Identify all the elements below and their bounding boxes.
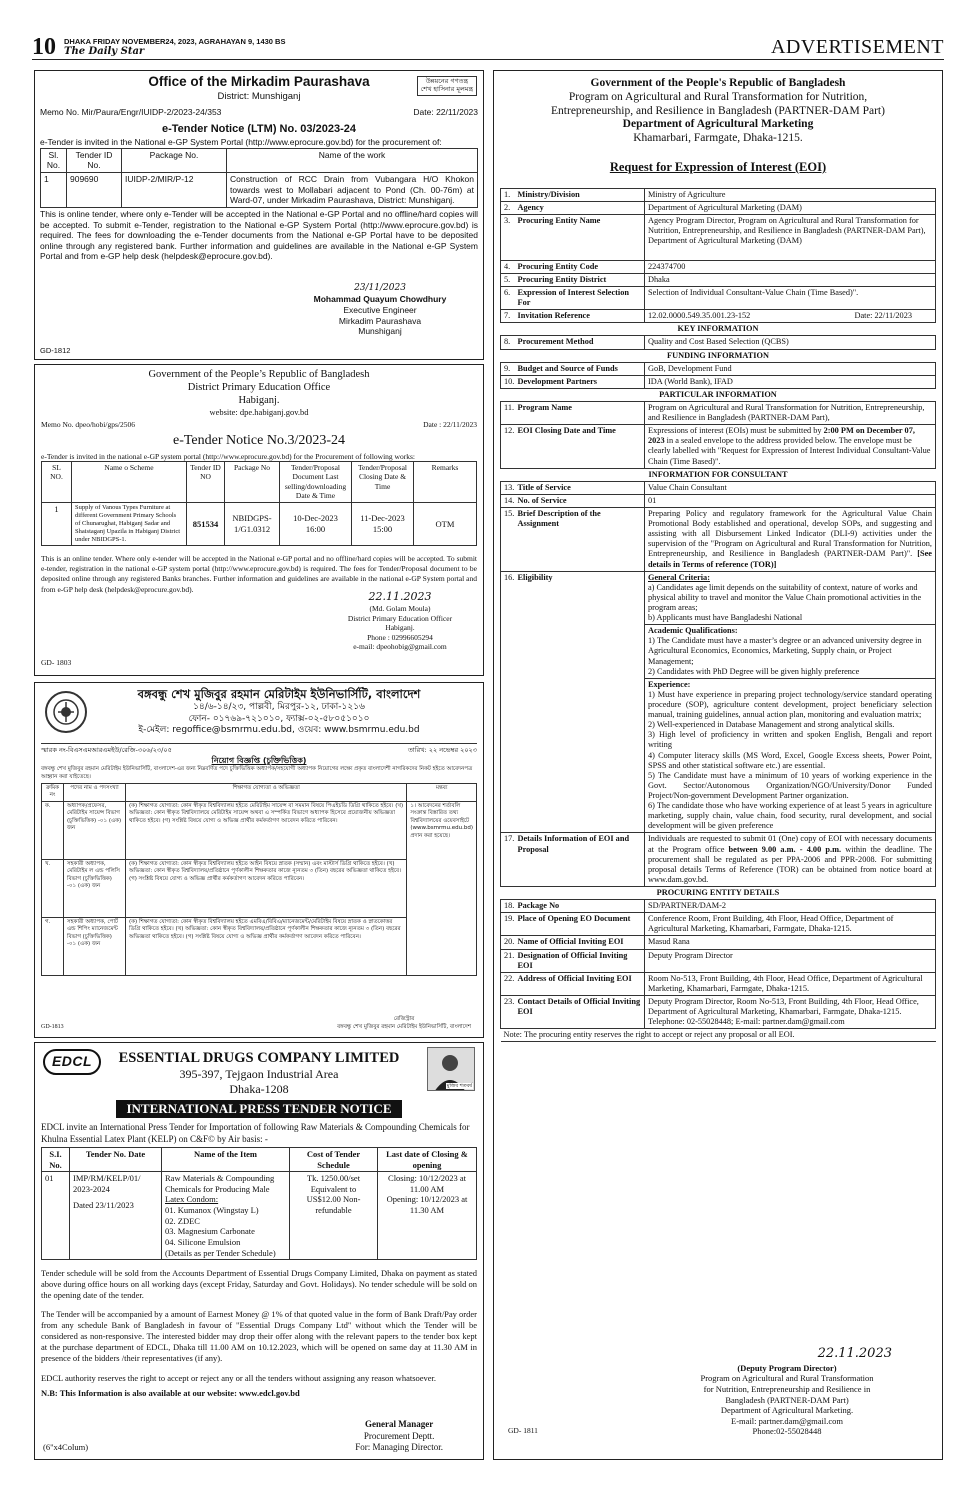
mirkadim-table [40, 148, 478, 208]
eoi-row: 22. Address of Official Inviting EOI Room No-513, Front Building, 4th Floor, Head Office, Department of Agricultural Marketing, Khamarbari, Farmgate, Dhaka-1215. [501, 972, 936, 995]
page-number: 10 [32, 34, 56, 60]
edcl-title: ESSENTIAL DRUGS COMPANY LIMITED [118, 1050, 400, 1066]
table-row: 01 IMP/RM/KELP/01/ 2023-2024 Dated 23/11/2023 Raw Materials & Compounding Chemicals for Producing Male Latex Condom: 01. Kumanox (Wingstay L) 02. ZDEC 03. Magnesium Carbonate 04. Silicone Emulsion (Details as per Tender Schedule) Tk. 1250.00/set Equivalent to US$12.00 Non-refundable Closing: 10/12/2023 at 11.00 AM Opening: 10/12/2023 at 11.30 AM [42, 1172, 477, 1260]
habiganj-date: Date : 22/11/2023 [423, 419, 477, 429]
mirkadim-district: District: Munshiganj [217, 90, 301, 102]
edcl-signature: General Manager Procurement Deptt. For: Managing Director. [355, 1419, 443, 1452]
eoi-note: Note: The procuring entity reserves the right to accept or reject any proposal or all EOI. [501, 1029, 936, 1042]
section-heading: INFORMATION FOR CONSULTANT [501, 468, 936, 481]
eoi-row: 21. Designation of Official Inviting EOI Deputy Program Director [501, 949, 936, 972]
table-row: গ. সহকারী অধ্যাপক, পোর্ট এন্ড শিপিং ম্যানেজমেন্ট বিভাগ (চুক্তিভিত্তিক) -০১ (এক) জন (ক) শিক্ষাগত যোগ্যতা: কোন স্বীকৃত বিশ্ববিদ্যালয় হইতে এমবিএ/বিবিএ/ম্যানেজমেন্ট/মেরিটাইম বিষয়ে স্নাতক ও স্নাতকোত্তর ডিগ্রি থাকিতে হইবে। (খ) অভিজ্ঞতা: কোন স্বীকৃত বিশ্ববিদ্যালয়/প্রতিষ্ঠানে পূর্ণকালীন শিক্ষকতার কাজে ন্যূনতম ৩ (তিন) বছরের অভিজ্ঞতা থাকিতে হইবে। (গ) সংশ্লিষ্ট বিষয়ে যোগ্য ও অভিজ্ঞ প্রার্থীর কর্মকর্তাগণ আবেদন করিতে পারিবেন। [42, 917, 477, 975]
section-heading: KEY INFORMATION [501, 323, 936, 336]
eoi-row: 10. Development Partners IDA (World Bank), IFAD [501, 375, 936, 388]
eoi-row: 12. EOI Closing Date and Time Expressions of interest (EOIs) must be submitted by 2:00 PM on December 07, 2023 in a sealed envelope to the address provided below. The envelope must be clearly labelled with "Request for Expression of Interest Individual Consultant-Value Chain (Time Based)". [501, 425, 936, 468]
mirkadim-date: Date: 22/11/2023 [413, 106, 478, 117]
habiganj-body: This is an online tender. Where only e-tender will be accepted in the National e-GP portal and no offline/hard copies will be accepted. To submit e-tender, registration in the national e-GP system portal (http://www.eprocure.gov.bd) is required. The fees for Tender/Proposal document to be deposited online through any registered Banks branches. Further information and guidelines are available in the national e-GP System portal and from e-GP help desk (helpdesk@eprocure.gov.bd). [41, 554, 477, 594]
portrait-icon [427, 1047, 475, 1091]
habiganj-table: SL NO. Name o Scheme Tender ID NO Package No Tender/Proposal Document Last selling/downloading Date & Time Tender/Proposal Closing Date & Time Remarks 1 Supply of Vanous Types Furniture at different Government Primary Schools of Chunarughat, Habiganj Sadar and Shaistaganj Upazila in Habiganj District under NBIDGPS-1. 851534 NBIDGPS-1/G1.0312 10-Dec-2023 16:00 11-Dec-2023 15:00 OTM [41, 461, 477, 546]
section-heading: PARTICULAR INFORMATION [501, 388, 936, 401]
page-header [32, 34, 944, 60]
bsmrmu-recruitment-ad: বঙ্গবন্ধু শেখ মুজিবুর রহমান মেরিটাইম ইউনিভার্সিটি, বাংলাদেশ ১৪/৬-১৪/২৩, পাল্লবী, মিরপুর-১২, ঢাকা-১২১৬ ফোন- ০১৭৬৯-৭২১০১০, ফ্যাক্স-০২-৫৮০৫১০১০ ই-মেইল: regoffice@bsmrmu.edu.bd, ওয়েব: www.bsmrmu.edu.bd স্মারক নং-বিএসএমআরএমইউ/রেজি-৩০৬/২৩/০৫ তারিখ: ২২ নভেম্বর ২০২৩ নিয়োগ বিজ্ঞপ্তি (চুক্তিভিত্তিক) বঙ্গবন্ধু শেখ মুজিবুর রহমান মেরিটাইম ইউনিভার্সিটি, বাংলাদেশ-এর জন্য নিম্নবর্ণিত পদে চুক্তিভিত্তিক অধ্যাপক/সহযোগী অধ্যাপক নিয়োগের লক্ষ্যে প্রকৃত বাংলাদেশী নাগরিকদের নিকট হইতে আবেদনপত্র আহ্বান করা যাইতেছে। ক্রমিক নং পদের নাম ও পদসংখ্যা শিক্ষাগত যোগ্যতা ও অভিজ্ঞতা মন্তব্য ক. অধ্যাপক/প্রফেসর, মেরিটাইম সায়েন্স বিভাগ (চুক্তিভিত্তিক) -০১ (এক) জন (ক) শিক্ষাগত যোগ্যতা: কোন স্বীকৃত বিশ্ববিদ্যালয় হইতে মেরিটাইম সায়েন্স বা সমমান বিষয়ে পিএইচডি ডিগ্রি থাকিতে হইবে। (খ) অভিজ্ঞতা: কোন স্বীকৃত বিশ্ববিদ্যালয়ে মেরিটাইম সায়েন্স অথবা এ সম্পর্কিত বিভাগে অধ্যাপক হিসেবে প্রয়োজনীয় অভিজ্ঞতা থাকিতে হইবে। (গ) সংশ্লিষ্ট বিষয়ে যোগ্য ও অভিজ্ঞ প্রার্থীর কর্মকর্তাগণ আবেদন করিতে পারিবেন। ১। আবেদনের শর্তাবলি সংক্রান্ত বিস্তারিত তথ্য বিশ্ববিদ্যালয়ের ওয়েবসাইটে (www.bsmrmu.edu.bd) প্রদান করা হয়েছে। খ. সহকারী অধ্যাপক, মেরিটাইম ল এন্ড পলিসি বিভাগ (চুক্তিভিত্তিক) -০১ (এক) জন (ক) শিক্ষাগত যোগ্যতা: কোন স্বীকৃত বিশ্ববিদ্যালয় হইতে আইন বিষয়ে স্নাতক (সম্মান) এবং মাস্টার্স ডিগ্রি থাকিতে হইবে। (খ) অভিজ্ঞতা: কোন স্বীকৃত বিশ্ববিদ্যালয়/প্রতিষ্ঠানে পূর্ণকালীন শিক্ষকতার কাজে ন্যূনতম ৩ (তিন) বছরের অভিজ্ঞতা থাকিতে হইবে। (গ) সংশ্লিষ্ট বিষয়ে যোগ্য ও অভিজ্ঞ প্রার্থীর কর্মকর্তাগণ আবেদন করিতে পারিবেন। গ. সহকারী অধ্যাপক, পোর্ট এন্ড শিপিং ম্যানেজমেন্ট বিভাগ (চুক্তিভিত্তিক) -০১ (এক) জন (ক) শিক্ষাগত যোগ্যতা: কোন স্বীকৃত বিশ্ববিদ্যালয় হইতে এমবিএ/বিবিএ/ম্যানেজমেন্ট/মেরিটাইম বিষয়ে স্নাতক ও স্নাতকোত্তর ডিগ্রি থাকিতে হইবে। (খ) অভিজ্ঞতা: কোন স্বীকৃত বিশ্ববিদ্যালয়/প্রতিষ্ঠানে পূর্ণকালীন শিক্ষকতার কাজে ন্যূনতম ৩ (তিন) বছরের অভিজ্ঞতা থাকিতে হইবে। (গ) সংশ্লিষ্ট বিষয়ে যোগ্য ও অভিজ্ঞ প্রার্থীর কর্মকর্তাগণ আবেদন করিতে পারিবেন। রেজিস্ট্রার বঙ্গবন্ধু শেখ মুজিবুর রহমান মেরিটাইম ইউনিভার্সিটি, বাংলাদেশ GD-1813 [34, 682, 484, 1038]
eoi-row: 2. Agency Department of Agricultural Marketing (DAM) [501, 201, 936, 214]
eoi-row: 19. Place of Opening EO Document Conference Room, Front Building, 4th Floor, Head Office, Department of Agricultural Marketing, Khamarbari, Farmgate, Dhaka-1215. [501, 913, 936, 936]
eoi-row: 6. Expression of Interest Selection For Selection of Individual Consultant-Value Chain (Time Based)". [501, 287, 936, 310]
table-row: ক. অধ্যাপক/প্রফেসর, মেরিটাইম সায়েন্স বিভাগ (চুক্তিভিত্তিক) -০১ (এক) জন (ক) শিক্ষাগত যোগ্যতা: কোন স্বীকৃত বিশ্ববিদ্যালয় হইতে মেরিটাইম সায়েন্স বা সমমান বিষয়ে পিএইচডি ডিগ্রি থাকিতে হইবে। (খ) অভিজ্ঞতা: কোন স্বীকৃত বিশ্ববিদ্যালয়ে মেরিটাইম সায়েন্স অথবা এ সম্পর্কিত বিভাগে অধ্যাপক হিসেবে প্রয়োজনীয় অভিজ্ঞতা থাকিতে হইবে। (গ) সংশ্লিষ্ট বিষয়ে যোগ্য ও অভিজ্ঞ প্রার্থীর কর্মকর্তাগণ আবেদন করিতে পারিবেন। ১। আবেদনের শর্তাবলি সংক্রান্ত বিস্তারিত তথ্য বিশ্ববিদ্যালয়ের ওয়েবসাইটে (www.bsmrmu.edu.bd) প্রদান করা হয়েছে। [42, 801, 477, 859]
signature: 22.11.2023 [817, 1346, 892, 1362]
dam-eoi-ad [493, 70, 943, 1460]
portrait-caption: মুজিব শতবর্ষ [446, 1082, 472, 1089]
gd-number: GD-1813 [41, 1023, 64, 1030]
eoi-row: 3. Procuring Entity Name Agency Program Director, Program on Agricultural and Rural Transformation for Nutrition, Entrepreneurship, and Resilience in Bangladesh (PARTNER-DAM Part), Department of Agricultural Marketing (DAM) [501, 214, 936, 260]
th-work: Name of the work [227, 148, 478, 172]
gd-number: GD- 1811 [508, 1425, 538, 1435]
habiganj-notice-title: e-Tender Notice No.3/2023-24 [172, 433, 346, 449]
section-heading: PROCURING ENTITY DETAILS [501, 886, 936, 899]
eoi-row: 4. Procuring Entity Code 224374700 [501, 260, 936, 273]
eoi-table [500, 188, 936, 1043]
habiganj-tender-ad [34, 364, 484, 676]
th-package: Package No. [122, 148, 227, 172]
table-row: 1 909690 IUIDP-2/MIR/P-12 Construction of RCC Drain from Vubangara H/O Khokon towards west to Mollabari adjacent to Pond (Ch. 00-76m) at Ward-07, under Mirkadim Paurashava, District: Munshiganj. [41, 173, 478, 208]
habiganj-intro: e-Tender is invited in the national e-GP system portal (http://www.eprocure.gov.bd) for the Procurement of following works: [41, 451, 415, 461]
eoi-row: 5. Procuring Entity District Dhaka [501, 273, 936, 286]
badge-line-2: শেখ হাসিনার মূলমন্ত্র [420, 84, 473, 93]
eoi-row: 1. Ministry/Division Ministry of Agriculture [501, 188, 936, 201]
habiganj-header: Government of the People’s Republic of Bangladesh District Primary Education Office Habiganj. website: dpe.habiganj.gov.bd [41, 369, 477, 418]
badge-line-1: উন্নয়নের গণতন্ত্র [425, 77, 469, 85]
th-sl: Sl. No. [41, 148, 67, 172]
mirkadim-signature-block: 23/11/2023 Mohammad Quayum Chowdhury Executive Engineer Mirkadim Paurashava Munshiganj [285, 283, 475, 337]
mirkadim-body: This is online tender, where only e-Tender will be accepted in the National e-GP Portal and no offline/hard copies will be accepted. To submit e-Tender, registration to the National e-GP System Portal (http://www.eprocure.gov.bd) is required. The fees for downloading the e-Tender documents from the National e-GP Portal have to be deposited online through any registered bank. Further information and guidelines are available in the National e-GP System Portal and from e-GP help desk (helpdesk@eprocure.gov.bd). [40, 208, 478, 262]
edcl-notice-banner: INTERNATIONAL PRESS TENDER NOTICE [116, 1100, 401, 1118]
eoi-row: 18. Package No SD/PARTNER/DAM-2 [501, 900, 936, 913]
eoi-row: 11. Program Name Program on Agricultural and Rural Transformation for Nutrition, Entrepreneurship, and Resilience in Bangladesh (PARTNER-DAM Part), [501, 402, 936, 425]
habiganj-signature-block: 22.11.2023 (Md. Golam Moula) District Primary Education Officer Habiganj. Phone : 02996605294 e-mail: dpeohobig@gmail.com [325, 590, 475, 652]
gd-number: GD-1812 [40, 345, 71, 355]
gd-number: GD- 1803 [41, 657, 72, 667]
eoi-row: 13. Title of Service Value Chain Consultant [501, 481, 936, 494]
section-heading: FUNDING INFORMATION [501, 349, 936, 362]
eoi-row: 23. Contact Details of Official Inviting EOI Deputy Program Director, Room No-513, Front Building, 4th Floor, Head Office, Department of Agricultural Marketing, Khamarbari, Farmgate, Dhaka-1215. Telephone: 02-55028448; E-mail: partner.dam@gmail.com [501, 995, 936, 1028]
university-logo-icon [45, 691, 87, 733]
edcl-table: S.I. No. Tender No. Date Name of the Item Cost of Tender Schedule Last date of Closing & opening 01 IMP/RM/KELP/01/ 2023-2024 Dated 23/11/2023 Raw Materials & Compounding Chemicals for Producing Male Latex Condom: 01. Kumanox (Wingstay L) 02. ZDEC 03. Magnesium Carbonate 04. Silicone Emulsion (Details as per Tender Schedule) Tk. 1250.00/set Equivalent to US$12.00 Non-refundable Closing: 10/12/2023 at 11.00 AM Opening: 10/12/2023 at 11.30 AM [41, 1147, 477, 1260]
mirkadim-tender-ad [34, 70, 484, 360]
dateline: DHAKA FRIDAY NOVEMBER24, 2023, AGRAHAYAN 9, 1430 BS [64, 37, 286, 46]
section-title: ADVERTISEMENT [770, 36, 944, 58]
eoi-row: 20. Name of Official Inviting EOI Masud Rana [501, 936, 936, 949]
mirkadim-notice-title: e-Tender Notice (LTM) No. 03/2023-24 [162, 123, 356, 136]
bsmrmu-table: ক্রমিক নং পদের নাম ও পদসংখ্যা শিক্ষাগত যোগ্যতা ও অভিজ্ঞতা মন্তব্য ক. অধ্যাপক/প্রফেসর, মেরিটাইম সায়েন্স বিভাগ (চুক্তিভিত্তিক) -০১ (এক) জন (ক) শিক্ষাগত যোগ্যতা: কোন স্বীকৃত বিশ্ববিদ্যালয় হইতে মেরিটাইম সায়েন্স বা সমমান বিষয়ে পিএইচডি ডিগ্রি থাকিতে হইবে। (খ) অভিজ্ঞতা: কোন স্বীকৃত বিশ্ববিদ্যালয়ে মেরিটাইম সায়েন্স অথবা এ সম্পর্কিত বিভাগে অধ্যাপক হিসেবে প্রয়োজনীয় অভিজ্ঞতা থাকিতে হইবে। (গ) সংশ্লিষ্ট বিষয়ে যোগ্য ও অভিজ্ঞ প্রার্থীর কর্মকর্তাগণ আবেদন করিতে পারিবেন। ১। আবেদনের শর্তাবলি সংক্রান্ত বিস্তারিত তথ্য বিশ্ববিদ্যালয়ের ওয়েবসাইটে (www.bsmrmu.edu.bd) প্রদান করা হয়েছে। খ. সহকারী অধ্যাপক, মেরিটাইম ল এন্ড পলিসি বিভাগ (চুক্তিভিত্তিক) -০১ (এক) জন (ক) শিক্ষাগত যোগ্যতা: কোন স্বীকৃত বিশ্ববিদ্যালয় হইতে আইন বিষয়ে স্নাতক (সম্মান) এবং মাস্টার্স ডিগ্রি থাকিতে হইবে। (খ) অভিজ্ঞতা: কোন স্বীকৃত বিশ্ববিদ্যালয়/প্রতিষ্ঠানে পূর্ণকালীন শিক্ষকতার কাজে ন্যূনতম ৩ (তিন) বছরের অভিজ্ঞতা থাকিতে হইবে। (গ) সংশ্লিষ্ট বিষয়ে যোগ্য ও অভিজ্ঞ প্রার্থীর কর্মকর্তাগণ আবেদন করিতে পারিবেন। গ. সহকারী অধ্যাপক, পোর্ট এন্ড শিপিং ম্যানেজমেন্ট বিভাগ (চুক্তিভিত্তিক) -০১ (এক) জন (ক) শিক্ষাগত যোগ্যতা: কোন স্বীকৃত বিশ্ববিদ্যালয় হইতে এমবিএ/বিবিএ/ম্যানেজমেন্ট/মেরিটাইম বিষয়ে স্নাতক ও স্নাতকোত্তর ডিগ্রি থাকিতে হইবে। (খ) অভিজ্ঞতা: কোন স্বীকৃত বিশ্ববিদ্যালয়/প্রতিষ্ঠানে পূর্ণকালীন শিক্ষকতার কাজে ন্যূনতম ৩ (তিন) বছরের অভিজ্ঞতা থাকিতে হইবে। (গ) সংশ্লিষ্ট বিষয়ে যোগ্য ও অভিজ্ঞ প্রার্থীর কর্মকর্তাগণ আবেদন করিতে পারিবেন। [41, 783, 477, 976]
mirkadim-intro: e-Tender is invited in the National e-GP System Portal (http://www.eprocure.gov.bd) for the procurement of: [40, 137, 442, 148]
mirkadim-memo: Memo No. Mir/Paura/Engr/IUIDP-2/2023-24/353 [40, 106, 222, 117]
mirkadim-title: Office of the Mirkadim Paurashava [148, 74, 370, 89]
eoi-row: 17. Details Information of EOI and Proposal Individuals are requested to submit 01 (One) copy of EOI with necessary documents at the Program office between 9.00 a.m. - 4.00 p.m. within the deadline. The procurement shall be regulated as per PPA-2006 and PPR-2008. For submitting proposal details Terms of Reference (TOR) can be obtained from notice board at www.dam.gov.bd. [501, 833, 936, 887]
recruitment-title: নিয়োগ বিজ্ঞপ্তি (চুক্তিভিত্তিক) [211, 756, 307, 766]
table-row: খ. সহকারী অধ্যাপক, মেরিটাইম ল এন্ড পলিসি বিভাগ (চুক্তিভিত্তিক) -০১ (এক) জন (ক) শিক্ষাগত যোগ্যতা: কোন স্বীকৃত বিশ্ববিদ্যালয় হইতে আইন বিষয়ে স্নাতক (সম্মান) এবং মাস্টার্স ডিগ্রি থাকিতে হইবে। (খ) অভিজ্ঞতা: কোন স্বীকৃত বিশ্ববিদ্যালয়/প্রতিষ্ঠানে পূর্ণকালীন শিক্ষকতার কাজে ন্যূনতম ৩ (তিন) বছরের অভিজ্ঞতা থাকিতে হইবে। (গ) সংশ্লিষ্ট বিষয়ে যোগ্য ও অভিজ্ঞ প্রার্থীর কর্মকর্তাগণ আবেদন করিতে পারিবেন। [42, 859, 477, 917]
eoi-signature-block: 22.11.2023 (Deputy Program Director) Program on Agricultural and Rural Transformation for Nutrition, Entrepreneurship and Resilience in Bangladesh (PARTNER-DAM Part) Department of Agricultural Marketing. E-mail: partner.dam@gmail.com Phone:02-55028448 [672, 1346, 902, 1437]
habiganj-website: website: dpe.habiganj.gov.bd [209, 407, 309, 418]
eoi-title: Request for Expression of Interest (EOI) [609, 159, 827, 174]
eoi-row: 16. Eligibility General Criteria: a) Candidates age limit depends on the suitability of context, nature of works and physical ability to travel and monitor the Value Chain promotional activities in the program areas; b) Applicants must have Bangladeshi National Academic Qualifications: 1) The Candidate must have a master’s degree or an advanced university degree in Agricultural Economics, Economics, Marketing, Supply chain, or Project Management; 2) Candidates with PhD Degree will be given highly preference Experience: 1) Must have experience in preparing project technology/service standard operating procedure (SOP), agriculture content development, project beneficiary selection manual, training guidelines, annual action plan, monitoring and evaluation matrix; 2) Well-experienced in Database Management and strong analytical skills. 3) High level of proficiency in written and spoken English, Bengali and report writing 4) Computer literacy skills (MS Word, Excel, Google Excess sheets, Power Point, SPSS and other statistical software etc.) are essential. 5) The Candidate must have a minimum of 10 years of working experience in the Govt. Sector/Autonomous Organization/NGO/University/Donor Funded Project/Non-government Development Partner organization. 6) The candidate those who have working experience of at least 5 years in agriculture marketing, supply chain, value chain, food security, rural development, and social development will be given preference [501, 571, 936, 833]
mirkadim-badge [417, 76, 477, 96]
university-name: বঙ্গবন্ধু শেখ মুজিবুর রহমান মেরিটাইম ইউনিভার্সিটি, বাংলাদেশ [137, 687, 421, 701]
signature: 23/11/2023 [354, 283, 406, 293]
eoi-row: 14. No. of Service 01 [501, 494, 936, 507]
signature: 22.11.2023 [368, 590, 432, 603]
eoi-row: 15. Brief Description of the Assignment Preparing Policy and regulatory framework for the Agricultural Value Chain Promotional Body established and operational, develop SOPs, and suggesting and assisting with all Disbursement Linked Indicator (DLI-9) activities under the supervision of the "Program on Agricultural and Rural Transformation for Nutrition, Entrepreneurship, and Resilience in Bangladesh (PARTNER-DAM Part)". [See details in Terms of reference (TOR)] [501, 508, 936, 572]
edcl-tender-ad: EDCL মুজিব শতবর্ষ ESSENTIAL DRUGS COMPANY LIMITED 395-397, Tejgaon Industrial Area Dhaka-1208 INTERNATIONAL PRESS TENDER NOTICE EDCL invite an International Press Tender for Importation of following Raw Materials & Compounding Chemicals for Khulna Essential Latex Plant (KELP) on C&F© by Air basis: - S.I. No. Tender No. Date Name of the Item Cost of Tender Schedule Last date of Closing & opening 01 IMP/RM/KELP/01/ 2023-2024 Dated 23/11/2023 Raw Materials & Compounding Chemicals for Producing Male Latex Condom: 01. Kumanox (Wingstay L) 02. ZDEC 03. Magnesium Carbonate 04. Silicone Emulsion (Details as per Tender Schedule) Tk. 1250.00/set Equivalent to US$12.00 Non-refundable Closing: 10/12/2023 at 11.00 AM Opening: 10/12/2023 at 11.30 AM Tender schedule will be sold from the Accounts Department of Essential Drugs Company Limited, Dhaka on payment as stated above during office hours on all working days (except Friday, Saturday and Govt. Holidays). No tender schedule will be sold on the opening date of the tender. The Tender will be accompanied by a amount of Earnest Money @ 1% of that quoted value in the form of Bank Draft/Pay order from any schedule Bank of Bangladesh in favour of "Essential Drugs Company Ltd" without which the Tender will be considered as non-responsive. The interested bidder may drop their offer along with the relevant papers to the tender box kept at the purchase department of EDCL, Dhaka till 11.00 AM on 10.12.2023, which will be opened on same day at 11.30 AM in presence of the bidders /their representatives (if any). EDCL authority reserves the right to accept or reject any or all the tenders without assigning any reason whatsoever. N.B: This Information is also available at our website: www.edcl.gov.bd General Manager Procurement Deptt. For: Managing Director. (6"x4Colum) [34, 1042, 484, 1460]
newspaper-name: The Daily Star [64, 46, 145, 57]
bsmrmu-signature: রেজিস্ট্রার বঙ্গবন্ধু শেখ মুজিবুর রহমান মেরিটাইম ইউনিভার্সিটি, বাংলাদেশ [337, 1015, 471, 1030]
ad-size: (6"x4Colum) [43, 1442, 89, 1453]
th-tender-id: Tender ID No. [67, 148, 122, 172]
eoi-row: 8. Procurement Method Quality and Cost Based Selection (QCBS) [501, 336, 936, 349]
eoi-row: 7. Invitation Reference 12.02.0000.549.35.001.23-152 Date: 22/11/2023 [501, 310, 936, 323]
habiganj-memo: Memo No. dpeo/hobi/gps/2506 [41, 419, 135, 429]
edcl-website: N.B: This Information is also available at our website: www.edcl.gov.bd [41, 1387, 300, 1398]
edcl-intro: EDCL invite an International Press Tender for Importation of following Raw Materials & Compounding Chemicals for Khulna Essential Latex Plant (KELP) on C&F© by Air basis: - [41, 1122, 470, 1144]
eoi-row: 9. Budget and Source of Funds GoB, Development Fund [501, 362, 936, 375]
table-row: 1 Supply of Vanous Types Furniture at different Government Primary Schools of Chunarughat, Habiganj Sadar and Shaistaganj Upazila in Habiganj District under NBIDGPS-1. 851534 NBIDGPS-1/G1.0312 10-Dec-2023 16:00 11-Dec-2023 15:00 OTM [42, 502, 477, 546]
eoi-header: Government of the People's Republic of Bangladesh Program on Agricultural and Rural Transformation for Nutrition, Entrepreneurship, and Resilience in Bangladesh (PARTNER-DAM Part) Department of Agricultural Marketing Khamarbari, Farmgate, Dhaka-1215. [551, 77, 885, 145]
edcl-logo: EDCL [43, 1049, 101, 1075]
